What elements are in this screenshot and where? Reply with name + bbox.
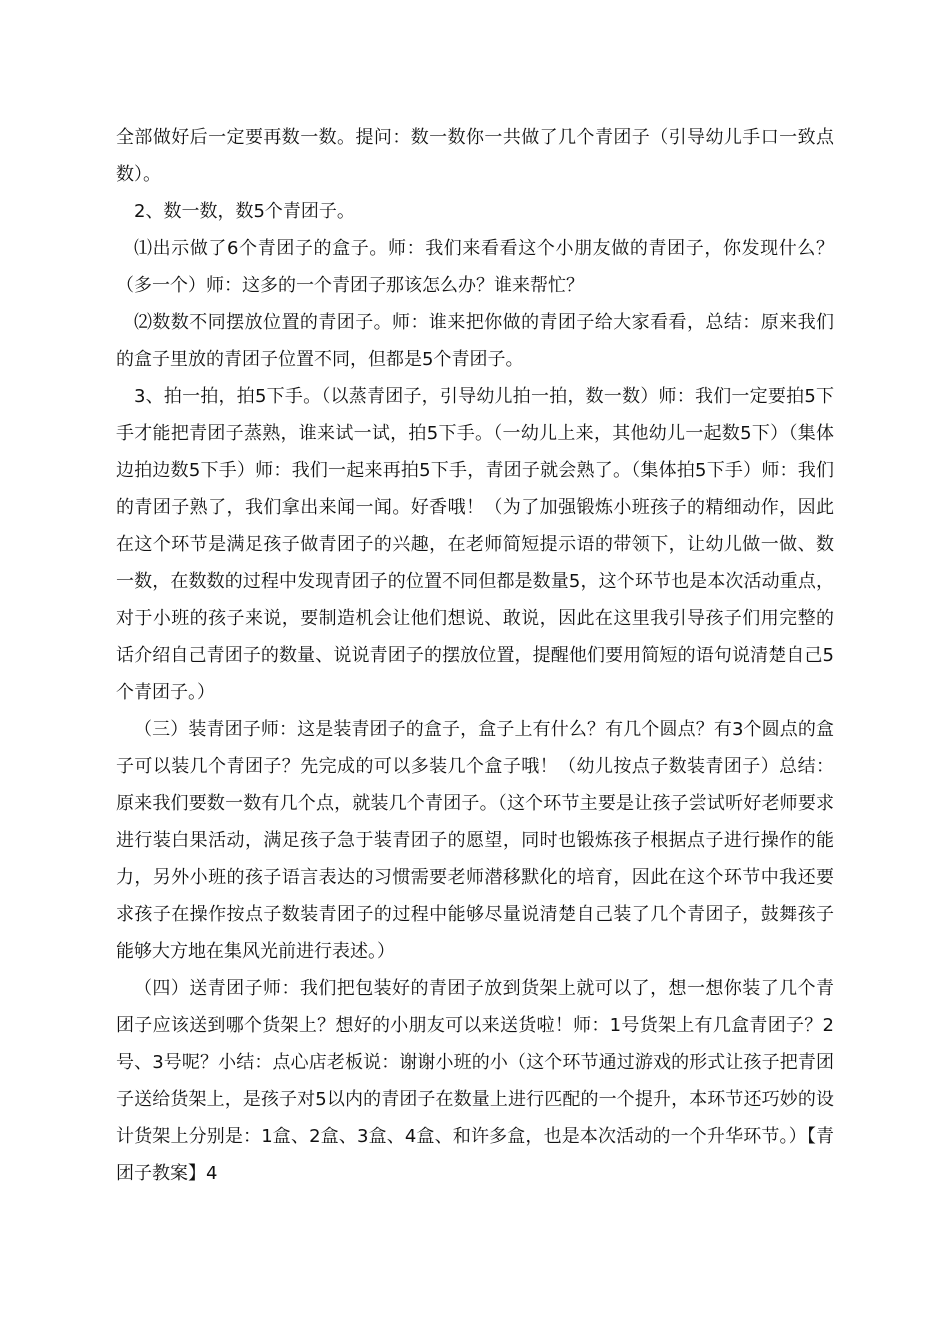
paragraph-7: （四）送青团子师：我们把包装好的青团子放到货架上就可以了，想一想你装了几个青团子应该送到哪个货架上？想好的小朋友可以来送货啦！师：1号货架上有几盒青团子？2号、3号呢？小结：点心店老板说：谢谢小班的小（这个环节通过游戏的形式让孩子把青团子送给货架上，是孩子对5以内的青团子在数量上进行匹配的一个提升，本环节还巧妙的设计货架上分别是：1盒、2盒、3盒、4盒、和许多盒，也是本次活动的一个升华环节。）【青团子教案】4 [116, 978, 834, 1184]
paragraph-3: ⑴出示做了6个青团子的盒子。师：我们来看看这个小朋友做的青团子，你发现什么？（多一个）师：这多的一个青团子那该怎么办？谁来帮忙？ [116, 238, 834, 296]
document-page [116, 119, 834, 1192]
paragraph-4: ⑵数数不同摆放位置的青团子。师：谁来把你做的青团子给大家看看，总结：原来我们的盒子里放的青团子位置不同，但都是5个青团子。 [116, 312, 834, 370]
paragraph-1: 全部做好后一定要再数一数。提问：数一数你一共做了几个青团子（引导幼儿手口一致点数）。 [116, 127, 834, 185]
paragraph-2: 2、数一数，数5个青团子。 [134, 201, 355, 222]
paragraph-6: （三）装青团子师：这是装青团子的盒子，盒子上有什么？有几个圆点？有3个圆点的盒子可以装几个青团子？先完成的可以多装几个盒子哦！（幼儿按点子数装青团子）总结：原来我们要数一数有几个点，就装几个青团子。（这个环节主要是让孩子尝试听好老师要求进行装白果活动，满足孩子急于装青团子的愿望，同时也锻炼孩子根据点子进行操作的能力，另外小班的孩子语言表达的习惯需要老师潜移默化的培育，因此在这个环节中我还要求孩子在操作按点子数装青团子的过程中能够尽量说清楚自己装了几个青团子，鼓舞孩子能够大方地在集风光前进行表述。） [116, 719, 834, 962]
paragraph-5: 3、拍一拍，拍5下手。（以蒸青团子，引导幼儿拍一拍，数一数）师：我们一定要拍5下手才能把青团子蒸熟，谁来试一试，拍5下手。（一幼儿上来，其他幼儿一起数5下）（集体边拍边数5下手）师：我们一起来再拍5下手，青团子就会熟了。（集体拍5下手）师：我们的青团子熟了，我们拿出来闻一闻。好香哦！（为了加强锻炼小班孩子的精细动作，因此在这个环节是满足孩子做青团子的兴趣，在老师简短提示语的带领下，让幼儿做一做、数一数，在数数的过程中发现青团子的位置不同但都是数量5，这个环节也是本次活动重点，对于小班的孩子来说，要制造机会让他们想说、敢说，因此在这里我引导孩子们用完整的话介绍自己青团子的数量、说说青团子的摆放位置，提醒他们要用简短的语句说清楚自己5个青团子。） [116, 386, 834, 703]
